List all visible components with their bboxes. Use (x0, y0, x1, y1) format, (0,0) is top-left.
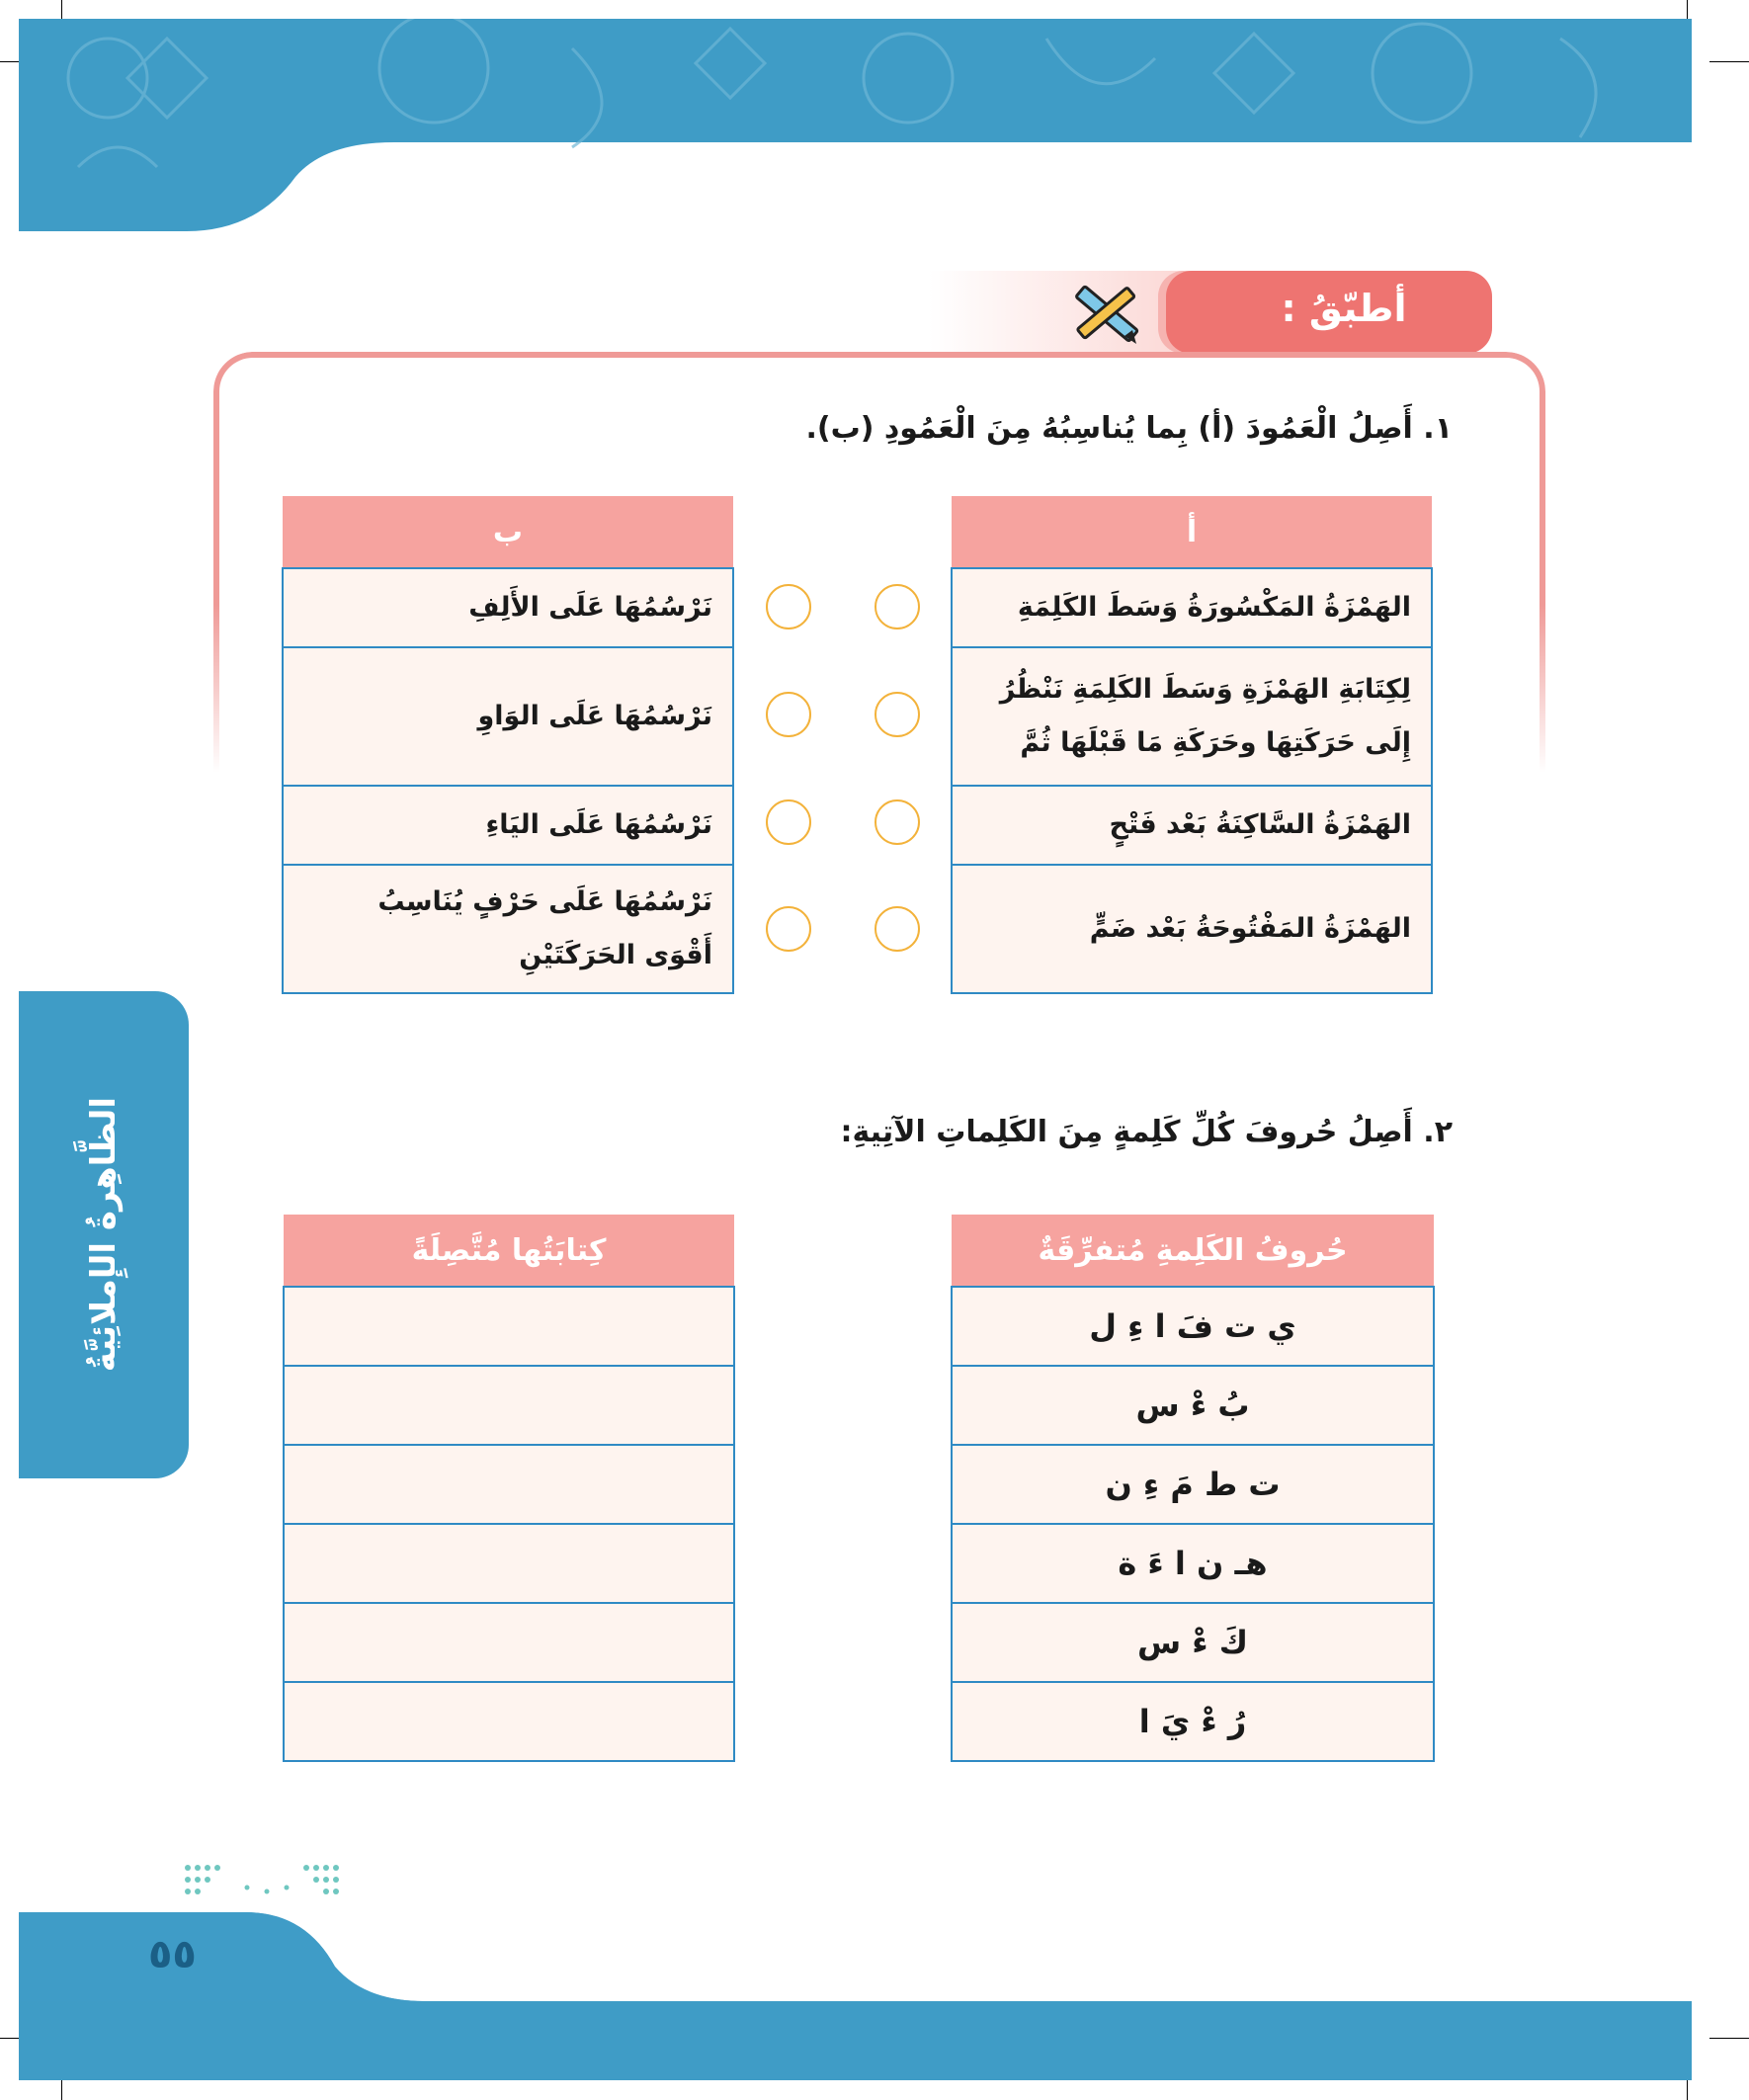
match-circle-b[interactable] (766, 692, 811, 737)
answer-cell[interactable] (284, 1366, 734, 1445)
match-circle-a[interactable] (874, 799, 920, 845)
letters-row: ت ط مَ ءِ ن (952, 1445, 1434, 1524)
letters-table (951, 1215, 1435, 1762)
side-tab-wrap (19, 991, 189, 1478)
answer-cell[interactable] (284, 1682, 734, 1761)
letters-row: رُ ءْ يَ ا (952, 1682, 1434, 1761)
letters-header: حُروفُ الكَلِمةِ مُتفرِّقَةٌ (952, 1215, 1434, 1287)
match-circle-b[interactable] (766, 584, 811, 630)
page-number: ٥٥ (148, 1932, 197, 1977)
column-b-row: نَرْسُمُهَا عَلَى الوَاوِ (283, 647, 733, 786)
letters-row: كَ ءْ س (952, 1603, 1434, 1682)
letters-row: بُ ءْ س (952, 1366, 1434, 1445)
connected-table (283, 1215, 735, 1762)
answer-cell[interactable] (284, 1287, 734, 1366)
match-circle-b[interactable] (766, 799, 811, 845)
connected-header: كِتابَتُها مُتَّصِلَةً (284, 1215, 734, 1287)
match-circle-a[interactable] (874, 584, 920, 630)
column-a-header: أ (952, 496, 1432, 568)
column-a-row: لِكِتَابَةِ الهَمْزَةِ وَسَطَ الكَلِمَةِ نَنْظُرُ إِلَى حَرَكَتِهَا وحَرَكَةِ مَا قَبْلَهَا ثُمَّ (952, 647, 1432, 786)
column-a-row: الهَمْزَةُ المَفْتُوحَةُ بَعْد ضَمٍّ (952, 865, 1432, 993)
header-banner (19, 19, 1692, 231)
column-a-row: الهَمْزَةُ المَكْسُورَةُ وَسَطَ الكَلِمَةِ (952, 568, 1432, 647)
letters-row: هـ ن ا ءَ ة (952, 1524, 1434, 1603)
crop-mark (1709, 2038, 1749, 2039)
match-circle-b[interactable] (766, 906, 811, 952)
crop-mark (1709, 61, 1749, 62)
column-b-row: نَرْسُمُهَا عَلَى الأَلِفِ (283, 568, 733, 647)
match-circle-a[interactable] (874, 906, 920, 952)
letters-row: ي ت فَ ا ءِ ل (952, 1287, 1434, 1366)
pencil-ruler-icon (1067, 277, 1146, 348)
column-b-header: ب (283, 496, 733, 568)
question-1: ١. أَصِلُ الْعَمُودَ (أ) بِما يُناسِبُهُ مِنَ الْعَمُودِ (ب). (805, 411, 1453, 446)
match-circle-a[interactable] (874, 692, 920, 737)
answer-cell[interactable] (284, 1524, 734, 1603)
column-a-row: الهَمْزَةُ السَّاكِنَةُ بَعْد فَتْحٍ (952, 786, 1432, 865)
ministry-logo-icon (178, 1858, 356, 1917)
question-2: ٢. أَصِلُ حُروفَ كُلِّ كَلِمةٍ مِنَ الكَلِماتِ الآتِيةِ: (840, 1115, 1453, 1149)
column-a-table (951, 496, 1433, 994)
answer-cell[interactable] (284, 1603, 734, 1682)
column-b-table (282, 496, 734, 994)
column-b-row: نَرْسُمُهَا عَلَى اليَاءِ (283, 786, 733, 865)
side-tab-label: الظَّاهِرةُ الإِملائِيَّةُ (84, 1097, 124, 1373)
section-title: أطبّقُ : (1281, 287, 1407, 330)
column-b-row: نَرْسُمُهَا عَلَى حَرْفٍ يُنَاسِبُ أَقْوَى الحَرَكَتَيْنِ (283, 865, 733, 993)
answer-cell[interactable] (284, 1445, 734, 1524)
